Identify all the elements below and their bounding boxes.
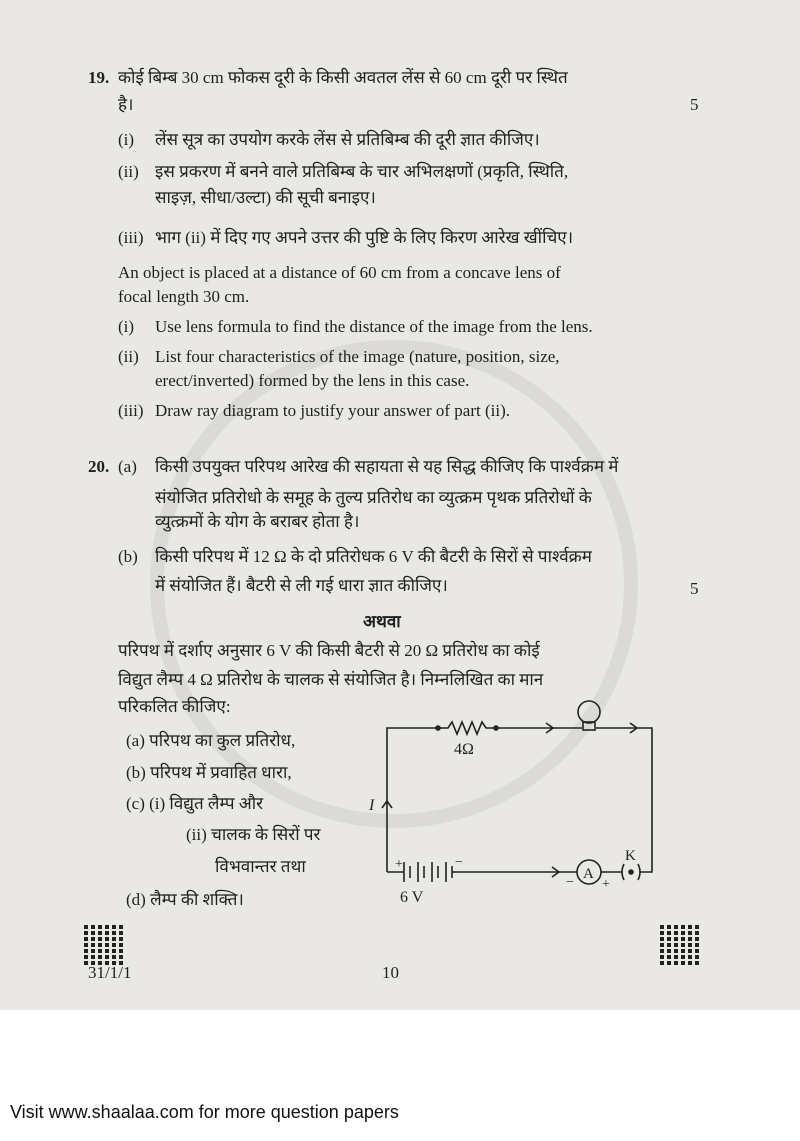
q19-marks: 5 [690, 95, 699, 114]
resistor-symbol [438, 722, 496, 734]
q19-en-part-text: Use lens formula to find the distance of the image from the lens. [155, 317, 593, 336]
q20-or-part: (b) परिपथ में प्रवाहित धारा, [126, 763, 292, 782]
q20-or-part: विभवान्तर तथा [215, 857, 306, 876]
q20-a-text: संयोजित प्रतिरोधो के समूह के तुल्य प्रतिरोध का व्युत्क्रम पृथक प्रतिरोधों के [155, 488, 592, 507]
q20-b-text: में संयोजित हैं। बैटरी से ली गई धारा ज्ञात कीजिए। [155, 576, 448, 595]
q19-en-part-text: erect/inverted) formed by the lens in this case. [155, 371, 470, 390]
promo-link[interactable]: Visit www.shaalaa.com for more question papers [10, 1102, 399, 1122]
q20-or-part: (c) (i) विद्युत लैम्प और [126, 794, 264, 813]
q20-or-text: विद्युत लैम्प 4 Ω प्रतिरोध के चालक से संयोजित है। निम्नलिखित का मान [118, 670, 544, 689]
q19-en-line2: focal length 30 cm. [118, 287, 250, 306]
q20-marks: 5 [690, 579, 699, 598]
q20-a-label: (a) [118, 457, 137, 476]
battery-label: 6 V [400, 889, 424, 906]
resistor-label: 4Ω [454, 741, 474, 758]
q19-en-part-text: List four characteristics of the image (nature, position, size, [155, 347, 560, 366]
q19-hi-part-label: (i) [118, 130, 135, 149]
q20-b-text: किसी परिपथ में 12 Ω के दो प्रतिरोधक 6 V की बैटरी के सिरों से पार्श्वक्रम [155, 547, 592, 566]
q20-b-label: (b) [118, 547, 138, 566]
paper-code: 31/1/1 [88, 963, 132, 982]
key-symbol [622, 864, 640, 880]
q19-hi-part-text: साइज़, सीधा/उल्टा) की सूची बनाइए। [155, 188, 376, 207]
q19-hi-line1: कोई बिम्ब 30 cm फोकस दूरी के किसी अवतल लेंस से 60 cm दूरी पर स्थित [118, 68, 568, 87]
q19-hi-part-label: (ii) [118, 162, 139, 181]
q19-number: 19. [88, 68, 110, 87]
q19-en-part-label: (ii) [118, 347, 139, 366]
q19-en-line1: An object is placed at a distance of 60 cm from a concave lens of [118, 263, 561, 282]
current-label: I [369, 797, 375, 814]
q19-hi-line2: है। [118, 95, 134, 114]
ammeter-label: A [583, 866, 594, 882]
q19-en-part-label: (i) [118, 317, 135, 336]
q20-a-text: व्युत्क्रमों के योग के बराबर होता है। [155, 512, 360, 531]
q20-a-text: किसी उपयुक्त परिपथ आरेख की सहायता से यह सिद्ध कीजिए कि पार्श्वक्रम में [155, 457, 619, 476]
ammeter-minus: − [566, 875, 574, 890]
q20-or-part: (ii) चालक के सिरों पर [186, 825, 321, 844]
battery-plus: + [395, 857, 403, 872]
or-label: अथवा [363, 612, 401, 631]
q20-or-part: (a) परिपथ का कुल प्रतिरोध, [126, 731, 296, 750]
bulb-icon [578, 701, 600, 730]
q19-hi-part-text: लेंस सूत्र का उपयोग करके लेंस से प्रतिबिम्ब की दूरी ज्ञात कीजिए। [155, 130, 540, 149]
q20-number: 20. [88, 457, 110, 476]
q20-or-text: परिकलित कीजिए: [118, 697, 231, 716]
battery-symbol [404, 862, 455, 882]
q19-en-part-text: Draw ray diagram to justify your answer of part (ii). [155, 401, 510, 420]
qr-code [660, 925, 700, 965]
qr-code [84, 925, 124, 965]
q19-en-part-label: (iii) [118, 401, 144, 420]
circuit-wire [387, 728, 652, 872]
key-label: K [625, 848, 636, 864]
q19-hi-part-text: भाग (ii) में दिए गए अपने उत्तर की पुष्टि के लिए किरण आरेख खींचिए। [155, 228, 574, 247]
circuit-diagram [360, 690, 700, 910]
ammeter-plus: + [602, 877, 610, 892]
page-number: 10 [382, 963, 399, 982]
q20-or-part: (d) लैम्प की शक्ति। [126, 890, 244, 909]
battery-minus: − [455, 855, 463, 870]
q19-hi-part-label: (iii) [118, 228, 144, 247]
q19-hi-part-text: इस प्रकरण में बनने वाले प्रतिबिम्ब के चार अभिलक्षणों (प्रकृति, स्थिति, [155, 162, 569, 181]
q20-or-text: परिपथ में दर्शाए अनुसार 6 V की किसी बैटरी से 20 Ω प्रतिरोध का कोई [118, 641, 540, 660]
